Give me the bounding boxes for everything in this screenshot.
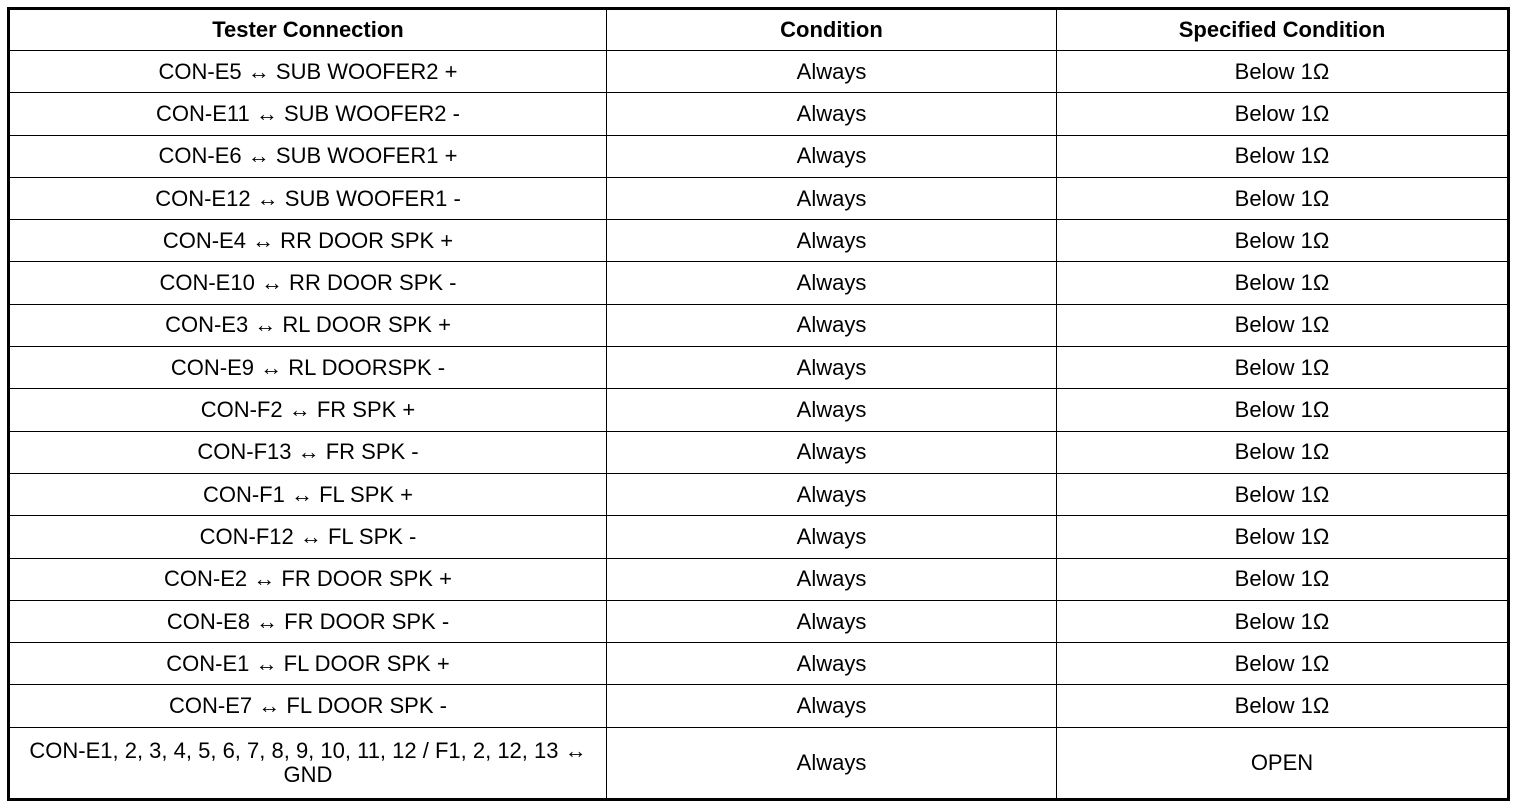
table-row: [9, 262, 1509, 304]
tester-connection-cell: CON-F12 ↔ FL SPK -: [9, 516, 607, 558]
tester-connection-cell: CON-E11 ↔ SUB WOOFER2 -: [9, 93, 607, 135]
specified-condition-cell: Below 1Ω: [1057, 262, 1509, 304]
condition-cell: Always: [607, 177, 1057, 219]
condition-cell: Always: [607, 473, 1057, 515]
table-row: [9, 135, 1509, 177]
tester-connection-cell: CON-E1 ↔ FL DOOR SPK +: [9, 643, 607, 685]
specified-condition-cell: OPEN: [1057, 727, 1509, 799]
tester-connection-cell: CON-F2 ↔ FR SPK +: [9, 389, 607, 431]
table-row: [9, 220, 1509, 262]
condition-cell: Always: [607, 558, 1057, 600]
tester-connection-cell: CON-E8 ↔ FR DOOR SPK -: [9, 600, 607, 642]
table-row: [9, 51, 1509, 93]
header-tester-connection: Tester Connection: [9, 9, 607, 51]
specified-condition-cell: Below 1Ω: [1057, 177, 1509, 219]
table-row: [9, 93, 1509, 135]
tester-connection-cell: CON-E6 ↔ SUB WOOFER1 +: [9, 135, 607, 177]
header-row: [9, 9, 1509, 51]
condition-cell: Always: [607, 600, 1057, 642]
specified-condition-cell: Below 1Ω: [1057, 389, 1509, 431]
table-row: [9, 431, 1509, 473]
specification-table: [7, 7, 1510, 801]
specified-condition-cell: Below 1Ω: [1057, 516, 1509, 558]
tester-connection-cell: CON-E1, 2, 3, 4, 5, 6, 7, 8, 9, 10, 11, 12 / F1, 2, 12, 13 ↔ GND: [9, 727, 607, 799]
tester-connection-cell: CON-F1 ↔ FL SPK +: [9, 473, 607, 515]
tester-connection-cell: CON-E5 ↔ SUB WOOFER2 +: [9, 51, 607, 93]
condition-cell: Always: [607, 51, 1057, 93]
specified-condition-cell: Below 1Ω: [1057, 431, 1509, 473]
tester-connection-cell: CON-F13 ↔ FR SPK -: [9, 431, 607, 473]
tester-connection-cell: CON-E7 ↔ FL DOOR SPK -: [9, 685, 607, 727]
specified-condition-cell: Below 1Ω: [1057, 558, 1509, 600]
tester-connection-cell: CON-E10 ↔ RR DOOR SPK -: [9, 262, 607, 304]
tester-connection-cell: CON-E3 ↔ RL DOOR SPK +: [9, 304, 607, 346]
specified-condition-cell: Below 1Ω: [1057, 600, 1509, 642]
specified-condition-cell: Below 1Ω: [1057, 51, 1509, 93]
table-row: [9, 389, 1509, 431]
condition-cell: Always: [607, 135, 1057, 177]
tester-connection-cell: CON-E4 ↔ RR DOOR SPK +: [9, 220, 607, 262]
table-row: [9, 600, 1509, 642]
specified-condition-cell: Below 1Ω: [1057, 135, 1509, 177]
tester-connection-cell: CON-E12 ↔ SUB WOOFER1 -: [9, 177, 607, 219]
table-row: [9, 558, 1509, 600]
specified-condition-cell: Below 1Ω: [1057, 93, 1509, 135]
specified-condition-cell: Below 1Ω: [1057, 685, 1509, 727]
condition-cell: Always: [607, 431, 1057, 473]
condition-cell: Always: [607, 220, 1057, 262]
condition-cell: Always: [607, 643, 1057, 685]
tester-connection-cell: CON-E2 ↔ FR DOOR SPK +: [9, 558, 607, 600]
condition-cell: Always: [607, 304, 1057, 346]
specified-condition-cell: Below 1Ω: [1057, 643, 1509, 685]
table-row: [9, 643, 1509, 685]
condition-cell: Always: [607, 685, 1057, 727]
header-specified-condition: Specified Condition: [1057, 9, 1509, 51]
condition-cell: Always: [607, 516, 1057, 558]
specified-condition-cell: Below 1Ω: [1057, 304, 1509, 346]
condition-cell: Always: [607, 262, 1057, 304]
table-row: [9, 177, 1509, 219]
table-row: [9, 473, 1509, 515]
condition-cell: Always: [607, 93, 1057, 135]
tester-connection-cell: CON-E9 ↔ RL DOORSPK -: [9, 347, 607, 389]
condition-cell: Always: [607, 389, 1057, 431]
table-row: [9, 516, 1509, 558]
specified-condition-cell: Below 1Ω: [1057, 473, 1509, 515]
table-row: [9, 347, 1509, 389]
header-condition: Condition: [607, 9, 1057, 51]
condition-cell: Always: [607, 727, 1057, 799]
table-row: [9, 304, 1509, 346]
table-row: [9, 685, 1509, 727]
condition-cell: Always: [607, 347, 1057, 389]
specified-condition-cell: Below 1Ω: [1057, 347, 1509, 389]
table-row: [9, 727, 1509, 799]
specified-condition-cell: Below 1Ω: [1057, 220, 1509, 262]
